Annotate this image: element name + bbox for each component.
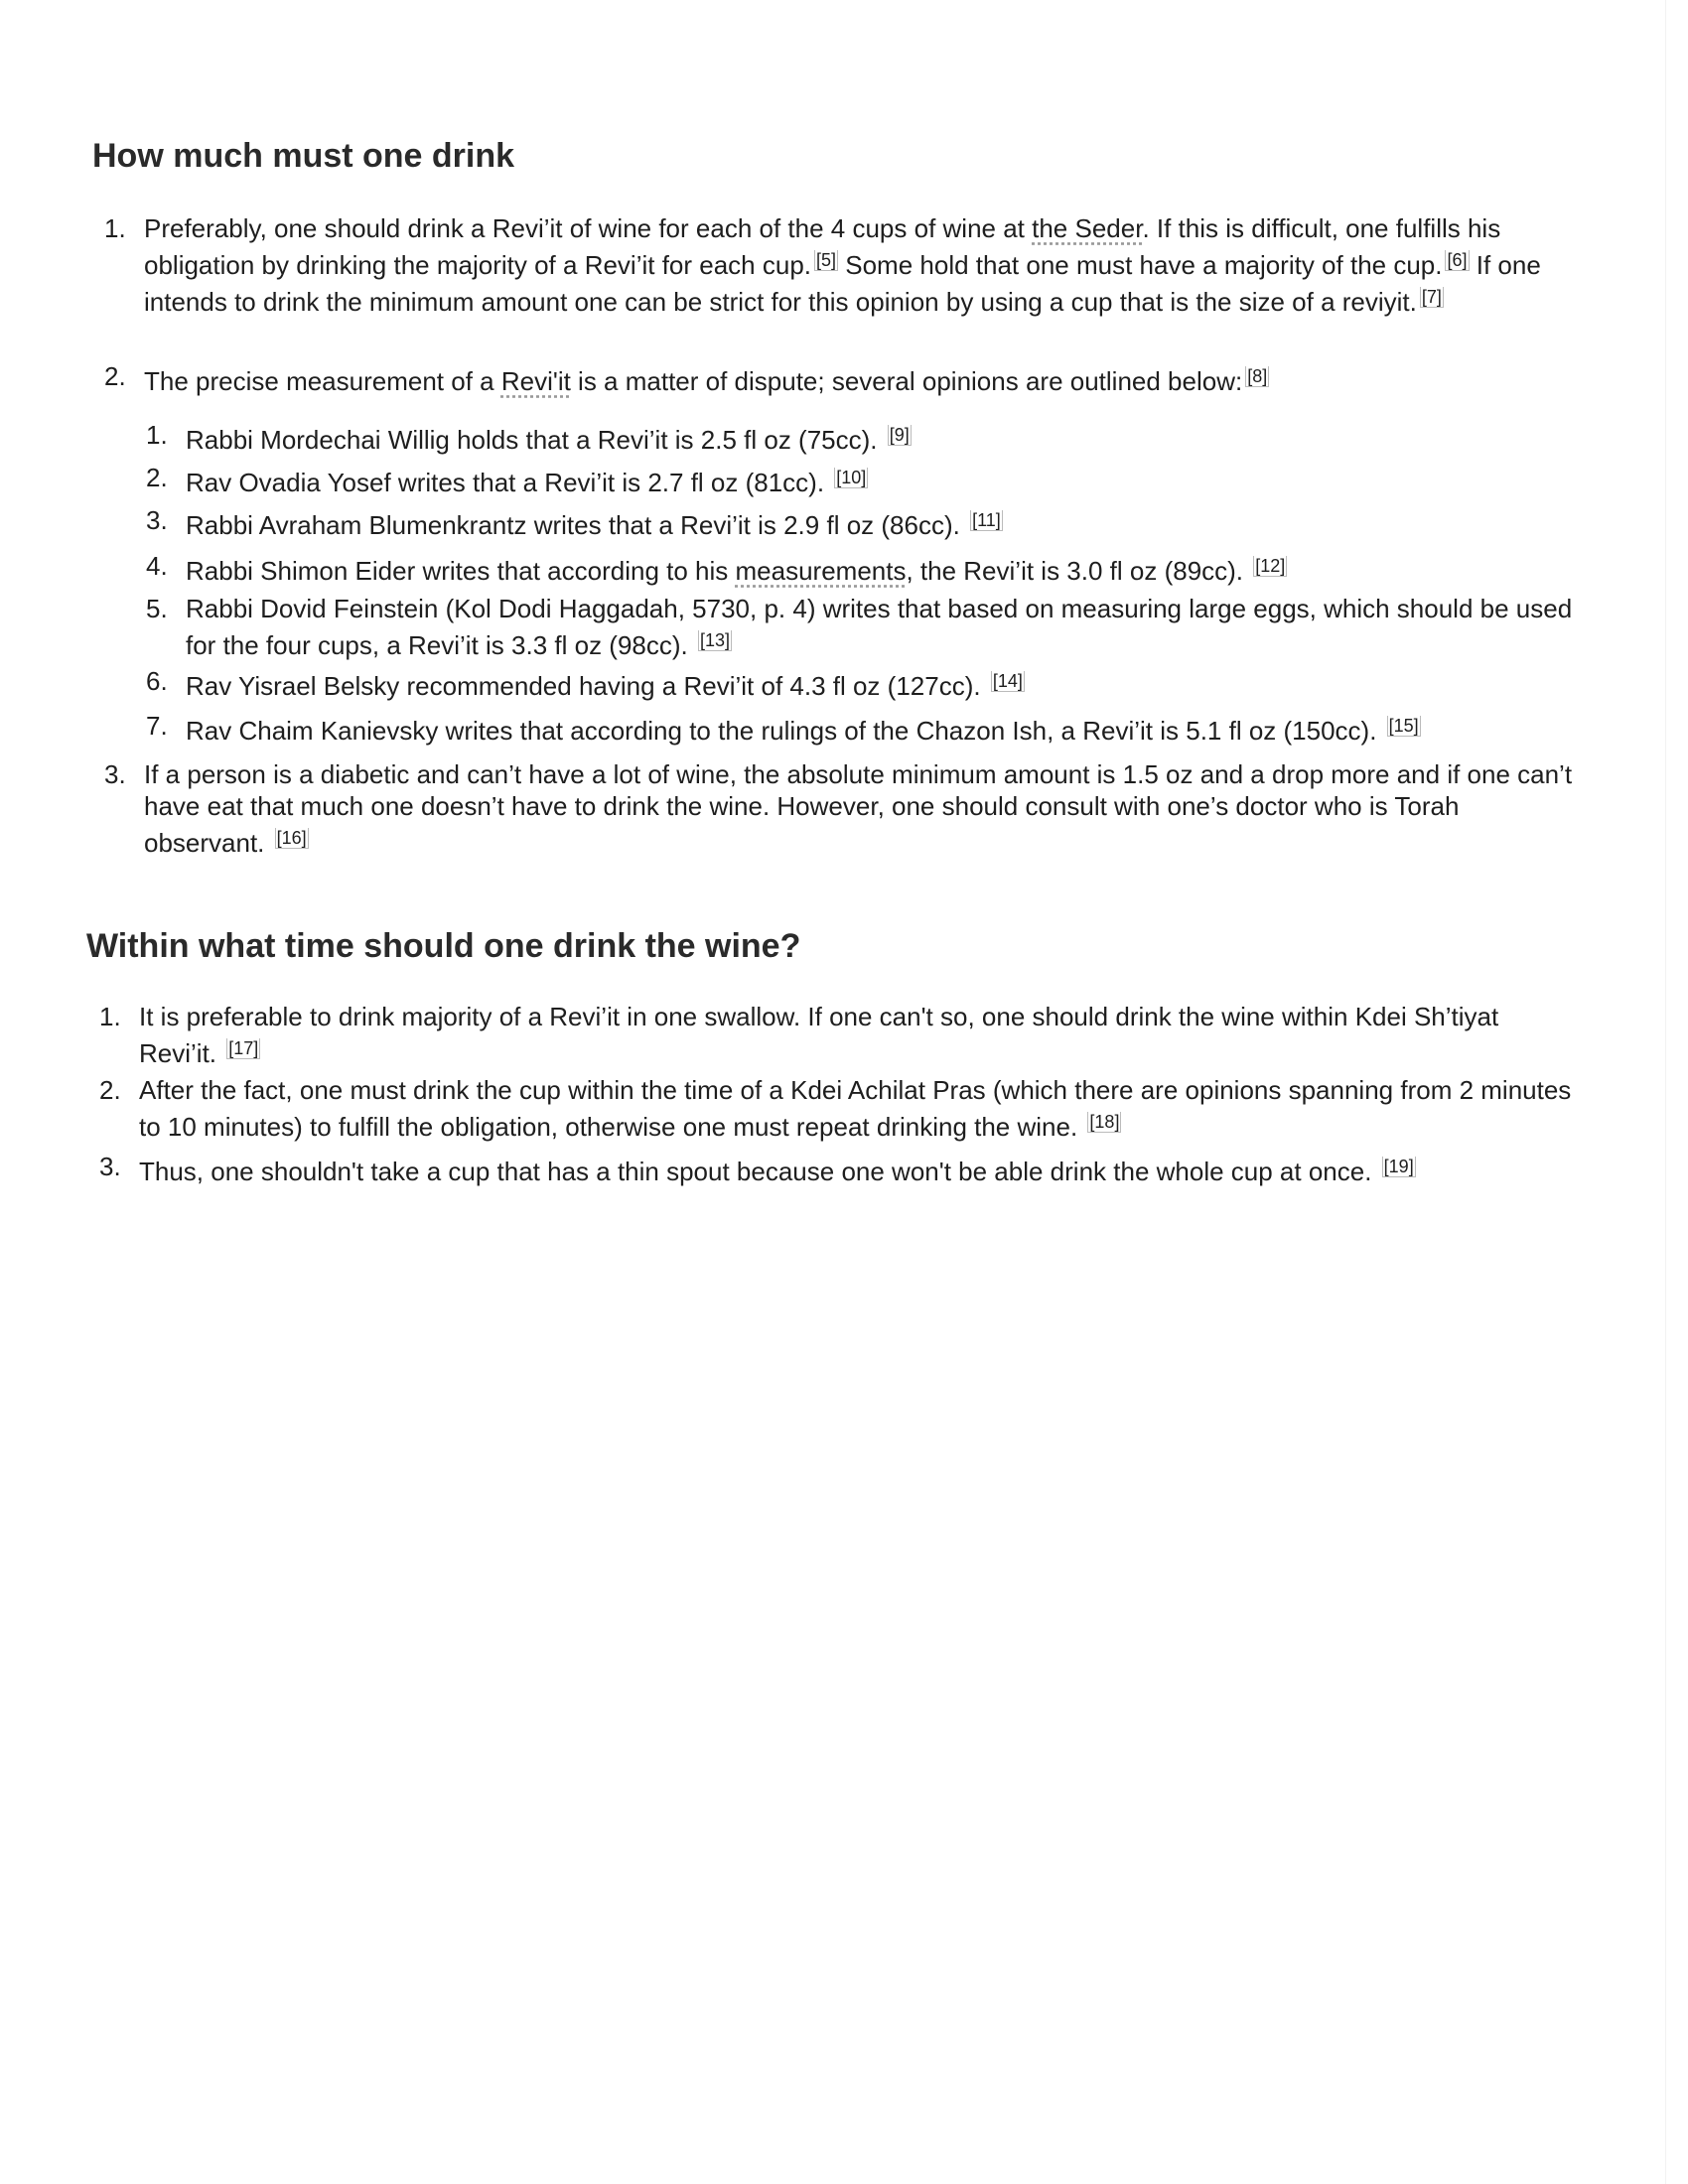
section-heading-within-time: Within what time should one drink the wine? bbox=[86, 927, 801, 965]
footnote-ref[interactable]: [15] bbox=[1388, 716, 1419, 736]
list-item bbox=[104, 758, 1574, 859]
text-run: After the fact, one must drink the cup within the time of a Kdei Achilat Pras (which there are opinions spanning from 2 minutes to 10 minutes) to fulfill the obligation, otherwise one must repeat drinking the wine. bbox=[139, 1075, 1572, 1142]
sub-list-item bbox=[146, 710, 1616, 747]
list-number: 6. bbox=[146, 666, 168, 696]
list-number: 2. bbox=[104, 361, 126, 391]
sub-list-item bbox=[146, 462, 1596, 498]
sub-list-item bbox=[146, 593, 1596, 661]
text-run: If a person is a diabetic and can’t have a lot of wine, the absolute minimum amount is 1.5 oz and a drop more and if one can’t have eat that much one doesn’t have to drink the wine. However, one should consult with one’s doctor who is Torah observant. bbox=[144, 759, 1573, 858]
text-run: Rabbi Dovid Feinstein (Kol Dodi Haggadah, 5730, p. 4) writes that based on measuring large eggs, which should be used for the four cups, a Revi’it is 3.3 fl oz (98cc). bbox=[186, 594, 1573, 660]
text-run: . If this is difficult, one fulfills his obligation by drinking the majority of a Revi’it for each cup. bbox=[144, 213, 1501, 280]
list-number: 1. bbox=[146, 420, 168, 450]
list-number: 5. bbox=[146, 594, 168, 623]
text-run: If one intends to drink the minimum amount one can be strict for this opinion by using a cup that is the size of a reviyit. bbox=[144, 250, 1541, 317]
list-item bbox=[99, 1001, 1569, 1069]
list-number: 3. bbox=[146, 505, 168, 535]
text-run: , the Revi’it is 3.0 fl oz (89cc). bbox=[906, 556, 1251, 586]
text-run: The precise measurement of a bbox=[144, 366, 501, 396]
list-number: 1. bbox=[104, 213, 126, 243]
sub-list-item bbox=[146, 665, 1596, 702]
inline-link[interactable]: measurements bbox=[735, 556, 907, 586]
list-number: 1. bbox=[99, 1002, 121, 1031]
text-run: Rav Yisrael Belsky recommended having a Revi’it of 4.3 fl oz (127cc). bbox=[186, 671, 988, 701]
sub-list-item bbox=[146, 550, 1596, 587]
text-run: Thus, one shouldn't take a cup that has a thin spout because one won't be able drink the whole cup at once. bbox=[139, 1157, 1379, 1186]
list-number: 4. bbox=[146, 551, 168, 581]
text-run: Rabbi Shimon Eider writes that according to his bbox=[186, 556, 736, 586]
footnote-ref[interactable]: [12] bbox=[1255, 556, 1286, 576]
inline-link[interactable]: Revi'it bbox=[500, 366, 571, 396]
footnote-ref[interactable]: [13] bbox=[699, 630, 731, 650]
footnote-ref[interactable]: [5] bbox=[816, 250, 837, 270]
list-item bbox=[104, 212, 1594, 318]
list-number: 3. bbox=[104, 759, 126, 789]
footnote-ref[interactable]: [8] bbox=[1247, 366, 1268, 386]
text-run: Some hold that one must have a majority of the cup. bbox=[838, 250, 1443, 280]
footnote-ref[interactable]: [16] bbox=[276, 828, 307, 848]
text-run: Preferably, one should drink a Revi’it of wine for each of the 4 cups of wine at bbox=[144, 213, 1033, 243]
list-item bbox=[99, 1151, 1589, 1187]
footnote-ref[interactable]: [14] bbox=[992, 671, 1023, 691]
footnote-ref[interactable]: [19] bbox=[1383, 1157, 1414, 1176]
text-run: Rabbi Avraham Blumenkrantz writes that a Revi’it is 2.9 fl oz (86cc). bbox=[186, 510, 968, 540]
sub-list-item bbox=[146, 419, 1596, 456]
text-run: Rav Chaim Kanievsky writes that according to the rulings of the Chazon Ish, a Revi’it is 5.1 fl oz (150cc). bbox=[186, 716, 1384, 746]
section-heading-how-much: How much must one drink bbox=[92, 137, 515, 175]
text-run: Rav Ovadia Yosef writes that a Revi’it is 2.7 fl oz (81cc). bbox=[186, 468, 832, 497]
footnote-ref[interactable]: [7] bbox=[1421, 287, 1442, 307]
list-item bbox=[104, 360, 1594, 397]
footnote-ref[interactable]: [11] bbox=[972, 510, 1001, 530]
scan-edge bbox=[1665, 0, 1666, 2184]
text-run: is a matter of dispute; several opinions are outlined below: bbox=[570, 366, 1243, 396]
footnote-ref[interactable]: [17] bbox=[228, 1038, 259, 1058]
list-number: 7. bbox=[146, 711, 168, 741]
footnote-ref[interactable]: [18] bbox=[1089, 1112, 1120, 1132]
footnote-ref[interactable]: [9] bbox=[889, 425, 910, 445]
list-number: 3. bbox=[99, 1152, 121, 1181]
sub-list-item bbox=[146, 504, 1596, 541]
inline-link[interactable]: the Seder bbox=[1032, 213, 1143, 243]
text-run: It is preferable to drink majority of a Revi’it in one swallow. If one can't so, one should drink the wine within Kdei Sh’tiyat Revi’it. bbox=[139, 1002, 1499, 1068]
list-number: 2. bbox=[146, 463, 168, 492]
footnote-ref[interactable]: [6] bbox=[1447, 250, 1468, 270]
text-run: Rabbi Mordechai Willig holds that a Revi’it is 2.5 fl oz (75cc). bbox=[186, 425, 885, 455]
footnote-ref[interactable]: [10] bbox=[836, 468, 867, 487]
list-item bbox=[99, 1074, 1589, 1143]
list-number: 2. bbox=[99, 1075, 121, 1105]
